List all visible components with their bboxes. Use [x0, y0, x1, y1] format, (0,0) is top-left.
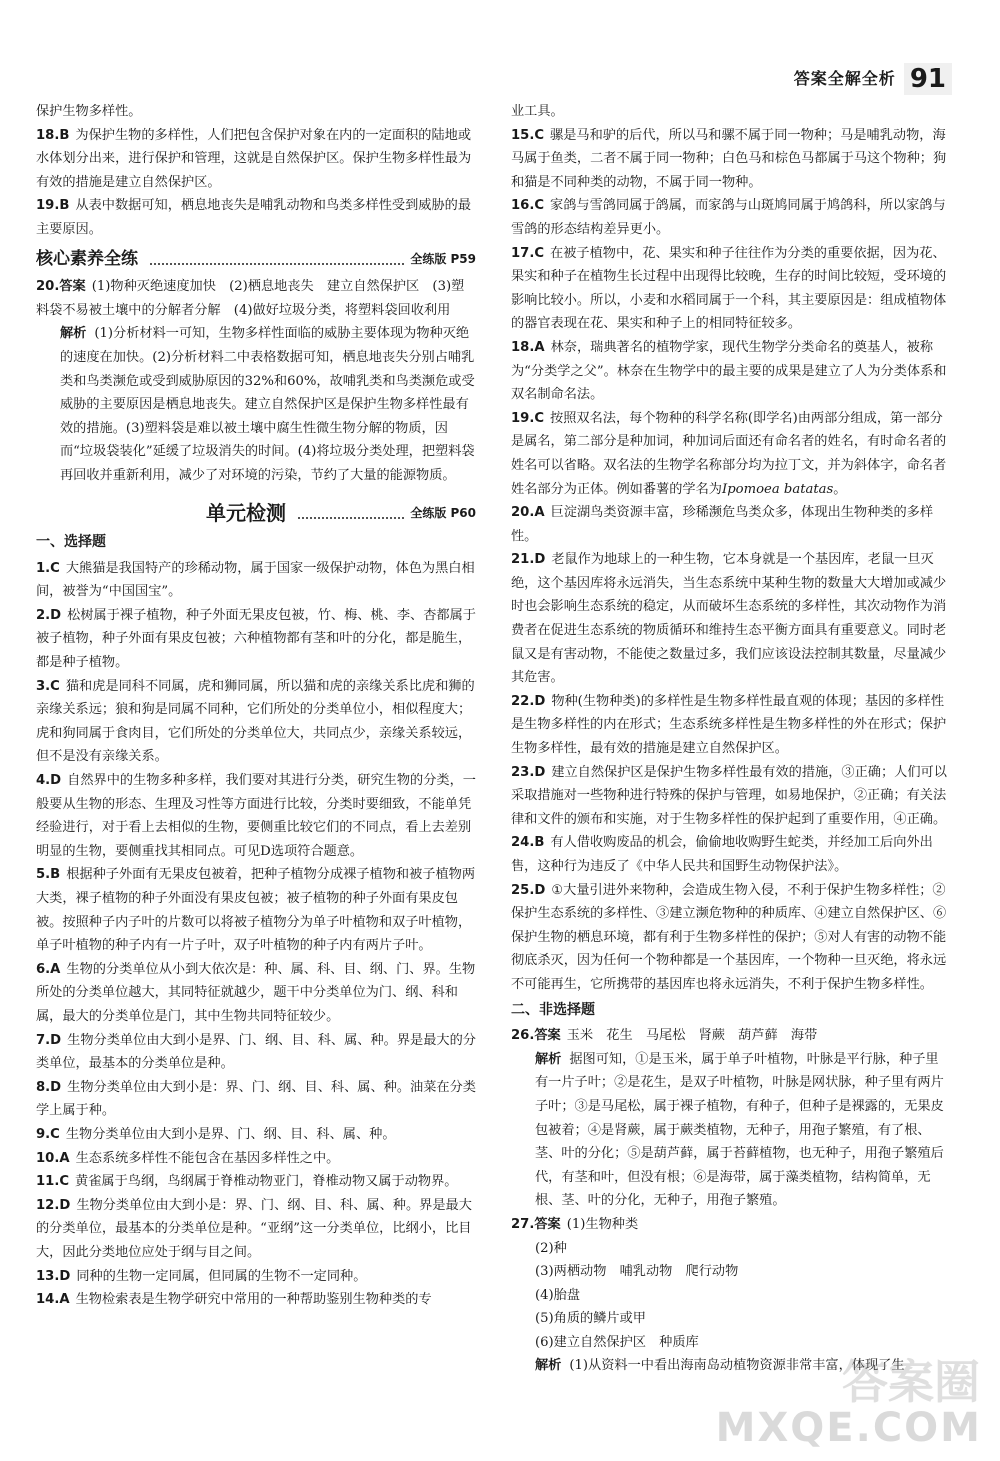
item-number: 14.A	[36, 1292, 70, 1308]
explanation-text: (1)从资料一中看出海南岛动植物资源非常丰富，体现了生	[569, 1358, 905, 1374]
item-text: 自然界中的生物多种多样，我们要对其进行分类，研究生物的分类，一般要从生物的形态、生理及习性等方面进行比较，分类时要细致，不能单凭经验进行，对于看上去相似的生物，要侧重比较它们的不同点，看上去差别明显的生物，要侧重找其相同点。可见D选项符合题意。	[36, 773, 476, 859]
explanation-label: 解析	[60, 326, 87, 342]
explanation	[511, 1307, 951, 1331]
answer-item	[36, 1170, 476, 1194]
item-text: 林奈，瑞典著名的植物学家，现代生物学分类命名的奠基人，被称为“分类学之父”。林奈在生物学中的最主要的成果是建立了人为分类体系和双名制命名法。	[511, 339, 947, 403]
section-reference: 全练版 P59	[410, 251, 476, 266]
item-text: 从表中数据可知，栖息地丧失是哺乳动物和鸟类多样性受到威胁的最主要原因。	[36, 198, 472, 237]
answer-item	[511, 242, 951, 336]
item-number: 8.D	[36, 1079, 62, 1095]
item-text: 在被子植物中，花、果实和种子往往作为分类的重要依据，因为花、果实和种子在植物生长过程中出现得比较晚，生存的时间比较短，受环境的影响比较小。所以，小麦和水稻同属于一个科，其主要原因是：组成植物体的器官表现在花、果实和种子上的相同特征较多。	[511, 245, 947, 332]
paragraph: 保护生物多样性。	[36, 104, 142, 119]
item-text: 生物分类单位由大到小是界、门、纲、目、科、属、种。	[65, 1126, 396, 1142]
explanation-text: (4)胎盘	[535, 1287, 581, 1303]
item-text: 生物分类单位由大到小是：界、门、纲、目、科、属、种。界是最大的分类单位，最基本的分类单位是种。“亚纲”这一分类单位，比纲小，比目大，因此分类地位应处于纲与目之间。	[36, 1197, 472, 1260]
section-leader	[298, 517, 404, 519]
item-number: 2.D	[36, 607, 62, 623]
explanation	[511, 1331, 951, 1355]
section-heading	[36, 248, 476, 272]
answer-item	[511, 407, 951, 501]
explanation-text: (5)角质的鳞片或甲	[535, 1311, 646, 1327]
answer-item	[511, 690, 951, 761]
item-number: 22.D	[511, 693, 546, 709]
answer-item	[36, 1194, 476, 1265]
item-number: 18.B	[36, 127, 70, 143]
answer-item	[36, 194, 476, 241]
answer-item	[511, 1024, 951, 1048]
item-number: 7.D	[36, 1032, 62, 1048]
subsection-title: 一、选择题	[36, 534, 106, 551]
item-number: 24.B	[511, 835, 545, 851]
item-number: 18.A	[511, 339, 545, 355]
watermark-logo-text: 答案圈	[842, 1355, 980, 1410]
answer-item	[511, 336, 951, 407]
section-title: 单元检测	[206, 500, 286, 525]
answer-item	[511, 879, 951, 997]
item-text: 大熊猫是我国特产的珍稀动物，属于国家一级保护动物，体色为黑白相间，被誉为“中国国宝”。	[36, 560, 475, 600]
item-number: 16.C	[511, 198, 545, 214]
answer-item	[36, 1147, 476, 1171]
item-text: 骡是马和驴的后代，所以马和骡不属于同一物种；马是哺乳动物，海马属于鱼类，二者不属于同一物种；白色马和棕色马都属于马这个物种；狗和猫是不同种类的动物，不属于同一物种。	[511, 127, 947, 190]
explanation-label: 解析	[535, 1051, 562, 1067]
answer-item	[511, 1213, 951, 1237]
item-text: 同种的生物一定同属，但同属的生物不一定同种。	[76, 1268, 367, 1284]
item-text: 生物的分类单位从小到大依次是：种、属、科、目、纲、门、界。生物所处的分类单位越大，其同特征就越少，题干中分类单位为门、纲、科和属，最大的分类单位是门，其中生物共同特征较少。	[36, 961, 476, 1024]
left-column	[36, 100, 476, 1312]
answer-item	[511, 548, 951, 690]
section-leader	[150, 263, 404, 265]
item-number: 19.C	[511, 410, 545, 426]
answer-item	[511, 831, 951, 878]
item-number: 13.D	[36, 1268, 71, 1284]
answer-item	[511, 501, 951, 548]
item-text: 生物分类单位由大到小是：界、门、纲、目、科、属、种。油菜在分类学上属于种。	[36, 1079, 476, 1119]
item-number: 21.D	[511, 552, 546, 568]
watermark-url: MXQE.COM	[715, 1405, 982, 1452]
item-text: 物种(生物种类)的多样性是生物多样性最直观的体现；基因的多样性是生物多样性的内在形式；生态系统多样性是生物多样性的外在形式；保护生物多样性，最有效的措施是建立自然保护区。	[511, 693, 947, 757]
item-number: 11.C	[36, 1174, 70, 1190]
item-text: 为保护生物的多样性，人们把包含保护对象在内的一定面积的陆地或水体划分出来，进行保护和管理，这就是自然保护区。保护生物多样性最为有效的措施是建立自然保护区。	[36, 127, 472, 190]
answer-item	[36, 275, 476, 322]
explanation-text: (1)分析材料一可知，生物多样性面临的威胁主要体现为物种灭绝的速度在加快。(2)分析材料二中表格数据可知，栖息地丧失分别占哺乳类和鸟类濒危或受到威胁原因的32%和60%，故哺乳类和鸟类濒危或受威胁的主要原因是栖息地丧失。建立自然保护区是保护生物多样性最有效的措施。(3)塑料袋是难以被土壤中腐生性微生物分解的物质，因而“垃圾袋装化”延缓了垃圾消失的时间。(4)将垃圾分类处理，把塑料袋再回收并重新利用，减少了对环境的污染，节约了大量的能源物质。	[60, 326, 475, 483]
item-number: 5.B	[36, 867, 61, 883]
section-reference: 全练版 P60	[410, 505, 476, 520]
item-text: 猫和虎是同科不同属，虎和狮同属，所以猫和虎的亲缘关系比虎和狮的亲缘关系远；狼和狗是同属不同种，它们所处的分类单位小，相似程度大；虎和狗同属于食肉目，它们所处的分类单位大，共同点少，亲缘关系较远，但不是没有亲缘关系。	[36, 678, 475, 765]
answer-item	[36, 604, 476, 675]
item-number: 12.D	[36, 1197, 71, 1213]
item-number: 9.C	[36, 1126, 60, 1142]
item-text: 黄雀属于鸟纲，鸟纲属于脊椎动物亚门，脊椎动物又属于动物界。	[75, 1174, 458, 1190]
scientific-name: Ipomoea batatas	[722, 481, 834, 497]
item-text: 松树属于裸子植物，种子外面无果皮包被，竹、梅、桃、李、杏都属于被子植物，种子外面有果皮包被；六种植物都有茎和叶的分化，都是脆生，都是种子植物。	[36, 607, 476, 671]
header-title: 答案全解全析	[793, 69, 896, 89]
item-text: 建立自然保护区是保护生物多样性最有效的措施，③正确；人们可以采取措施对一些物种进行特殊的保护与管理，如易地保护，②正确；有关法律和文件的颁布和实施，对于生物多样性的保护起到了重要作用，④正确。	[511, 764, 947, 827]
item-number: 10.A	[36, 1150, 70, 1166]
item-text: 生物检索表是生物学研究中常用的一种帮助鉴别生物种类的专	[75, 1292, 432, 1308]
answer-item	[511, 761, 951, 832]
answer-item	[36, 675, 476, 769]
page-header	[794, 62, 952, 96]
item-number: 17.C	[511, 245, 545, 261]
answer-item	[36, 1265, 476, 1289]
item-number: 19.B	[36, 198, 70, 214]
item-number: 25.D	[511, 882, 546, 898]
answer-item	[511, 124, 951, 195]
item-tail: 。	[833, 481, 847, 497]
answer-item	[36, 557, 476, 604]
item-text: 按照双名法，每个物种的科学名称(即学名)由两部分组成，第一部分是属名，第二部分是种加词，种加词后面还有命名者的姓名，有时命名者的姓名可以省略。双名法的生物学名称部分均为拉丁文，并为斜体字，命名者姓名部分为正体。例如番薯的学名为	[511, 410, 947, 497]
item-text: 老鼠作为地球上的一种生物，它本身就是一个基因库，老鼠一旦灭绝，这个基因库将永远消失，当生态系统中某种生物的数量大大增加或减少时也会影响生态系统的稳定，从而破坏生态系统的多样性，其次动物作为消费者在促进生态系统的物质循环和维持生态平衡方面具有重要意义。同时老鼠又是有害动物，不能使之数量过多，我们应该设法控制其数量，尽量减少其危害。	[511, 552, 947, 686]
explanation-text: (3)两栖动物 哺乳动物 爬行动物	[535, 1264, 739, 1280]
item-number: 26.答案	[511, 1028, 561, 1044]
item-text: 家鸽与雪鸽同属于鸽属，而家鸽与山斑鸠同属于鸠鸽科，所以家鸽与雪鸽的形态结构差异更小。	[511, 198, 946, 237]
answer-item	[511, 194, 951, 241]
paragraph: 业工具。	[511, 104, 564, 119]
explanation	[36, 322, 476, 487]
answer-item	[36, 1123, 476, 1147]
item-text: 生物分类单位由大到小是界、门、纲、目、科、属、种。界是最大的分类单位，最基本的分类单位是种。	[36, 1032, 476, 1072]
item-text: (1)物种灭绝速度加快 (2)栖息地丧失 建立自然保护区 (3)塑料袋不易被土壤中的分解者分解 (4)做好垃圾分类，将塑料袋回收利用	[36, 279, 465, 318]
item-number: 20.A	[511, 505, 545, 521]
item-text: (1)生物种类	[566, 1216, 639, 1232]
item-text: 根据种子外面有无果皮包被着，把种子植物分成裸子植物和被子植物两大类，裸子植物的种子外面没有果皮包被；被子植物的种子外面有果皮包被。按照种子内子叶的片数可以将被子植物分为单子叶植物和双子叶植物，单子叶植物的种子内有一片子叶，双子叶植物的种子内有两片子叶。	[36, 867, 476, 954]
explanation	[511, 1284, 951, 1308]
item-number: 27.答案	[511, 1216, 561, 1232]
answer-item	[36, 863, 476, 957]
explanation-label: 解析	[535, 1358, 562, 1374]
item-text: ①大量引进外来物种，会造成生物入侵，不利于保护生物多样性；②保护生态系统的多样性、③建立濒危物种的种质库、④建立自然保护区、⑥保护生物的栖息环境，都有利于生物多样性的保护；⑤对人有害的动物不能彻底杀灭，因为任何一个物种都是一个基因库，一个物种一旦灭绝，将永远不可能再生，它所携带的基因库也将永远消失，不利于保护生物多样性。	[511, 882, 947, 992]
answer-item	[36, 1288, 476, 1312]
right-column	[511, 100, 951, 1378]
explanation	[511, 1260, 951, 1284]
explanation	[511, 1237, 951, 1261]
answer-item	[36, 769, 476, 863]
explanation-text: (6)建立自然保护区 种质库	[535, 1334, 699, 1350]
item-number: 15.C	[511, 127, 545, 143]
item-number: 4.D	[36, 773, 62, 789]
item-number: 3.C	[36, 678, 60, 694]
answer-item	[36, 1029, 476, 1076]
section-heading	[36, 502, 476, 526]
item-text: 生态系统多样性不能包含在基因多样性之中。	[75, 1150, 340, 1166]
explanation-text: 据图可知，①是玉米，属于单子叶植物，叶脉是平行脉，种子里有一片子叶；②是花生，是双子叶植物，叶脉是网状脉，种子里有两片子叶；③是马尾松，属于裸子植物，有种子，但种子是裸露的，无果皮包被着；④是肾蕨，属于蕨类植物，无种子，用孢子繁殖，有了根、茎、叶的分化；⑤是葫芦藓，属于苔藓植物，也无种子，用孢子繁殖后代，有茎和叶，但没有根；⑥是海带，属于藻类植物，结构简单，无根、茎、叶的分化，无种子，用孢子繁殖。	[535, 1051, 944, 1209]
item-text: 巨淀湖鸟类资源丰富，珍稀濒危鸟类众多，体现出生物种类的多样性。	[511, 505, 934, 544]
answer-item	[36, 958, 476, 1029]
answer-item	[36, 124, 476, 195]
item-number: 1.C	[36, 560, 60, 576]
item-number: 20.答案	[36, 279, 86, 295]
item-number: 23.D	[511, 764, 546, 780]
subsection-title: 二、非选择题	[511, 1001, 595, 1018]
page-number: 91	[904, 63, 952, 95]
answer-item	[36, 1076, 476, 1123]
section-title: 核心素养全练	[36, 248, 138, 269]
item-number: 6.A	[36, 961, 61, 977]
item-text: 玉米 花生 马尾松 肾蕨 葫芦藓 海带	[566, 1028, 818, 1044]
item-text: 有人借收购废品的机会，偷偷地收购野生蛇类，并经加工后向外出售，这种行为违反了《中华人民共和国野生动物保护法》。	[511, 835, 933, 874]
explanation-text: (2)种	[535, 1240, 567, 1256]
explanation	[511, 1048, 951, 1213]
